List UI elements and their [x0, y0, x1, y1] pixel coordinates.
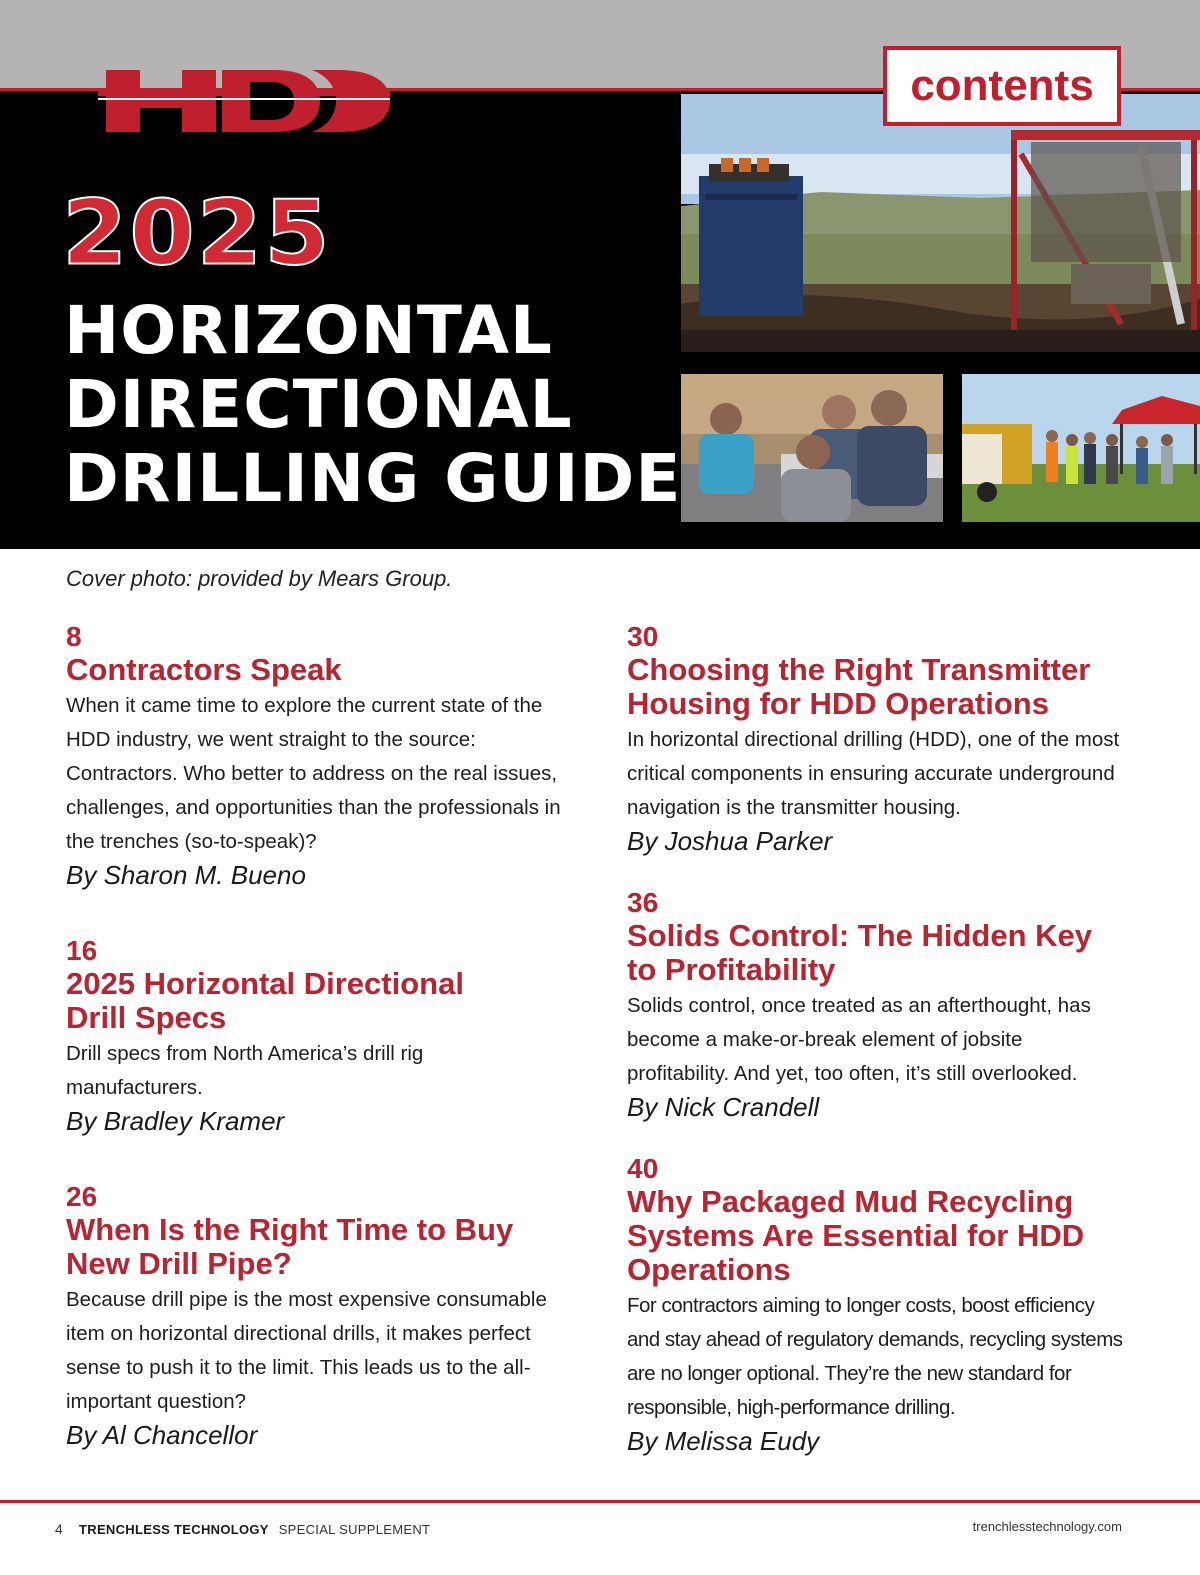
guide-title-line: DIRECTIONAL	[64, 366, 573, 443]
toc-title-line: When Is the Right Time to Buy	[66, 1212, 514, 1247]
toc-entry[interactable]	[627, 1153, 1127, 1457]
toc-entry[interactable]	[66, 935, 566, 1137]
toc-author: By Al Chancellor	[66, 1420, 258, 1450]
footer-website-link[interactable]: trenchlesstechnology.com	[972, 1519, 1122, 1534]
toc-title[interactable]	[66, 967, 566, 1035]
toc-page-number: 8	[66, 621, 82, 652]
toc-title[interactable]	[627, 1185, 1127, 1287]
hdd-jobsite-photo	[681, 94, 1200, 352]
footer-supplement: SPECIAL SUPPLEMENT	[278, 1522, 431, 1537]
footer-red-rule	[0, 1500, 1200, 1503]
toc-title[interactable]	[66, 1213, 566, 1281]
toc-entry[interactable]	[627, 887, 1127, 1123]
footer-page-number: 4	[55, 1521, 64, 1537]
toc-title-line: to Profitability	[627, 952, 836, 987]
toc-title-line: Contractors Speak	[66, 652, 342, 687]
toc-title-line: New Drill Pipe?	[66, 1246, 292, 1281]
toc-title[interactable]	[66, 653, 566, 687]
training-classroom-photo	[681, 374, 943, 522]
toc-description: When it came time to explore the current state of the HDD industry, we went straight to the source: Contractors. Who better to address on the real issues, challenges, and opportunities than the professionals in the trenches (so-to-speak)?	[66, 694, 561, 853]
field-demo-photo	[962, 374, 1200, 522]
toc-title-line: Systems Are Essential for HDD	[627, 1218, 1085, 1253]
toc-description: Because drill pipe is the most expensive consumable item on horizontal directional drills, it makes perfect sense to push it to the limit. This leads us to the all-important question?	[66, 1288, 547, 1413]
toc-title-line: 2025 Horizontal Directional	[66, 966, 464, 1001]
toc-entry[interactable]	[66, 1181, 566, 1451]
toc-title[interactable]	[627, 653, 1127, 721]
toc-title-line: Drill Specs	[66, 1000, 227, 1035]
toc-page-number: 36	[627, 887, 659, 918]
guide-title	[64, 292, 682, 517]
contents-column-left	[66, 621, 566, 1451]
toc-page-number: 26	[66, 1181, 98, 1212]
toc-page-number: 30	[627, 621, 659, 652]
toc-title-line: Choosing the Right Transmitter	[627, 652, 1091, 687]
toc-description: Solids control, once treated as an afterthought, has become a make-or-break element of jobsite profitability. And yet, too often, it’s still overlooked.	[627, 994, 1091, 1085]
guide-title-line: HORIZONTAL	[64, 292, 553, 369]
toc-title[interactable]	[627, 919, 1127, 987]
toc-title-line: Why Packaged Mud Recycling	[627, 1184, 1074, 1219]
contents-label: contents	[883, 46, 1121, 126]
toc-author: By Nick Crandell	[627, 1092, 820, 1122]
toc-description: In horizontal directional drilling (HDD), one of the most critical components in ensuring accurate underground navigation is the transmitter housing.	[627, 728, 1120, 819]
toc-author: By Sharon M. Bueno	[66, 860, 306, 890]
toc-title-line: Housing for HDD Operations	[627, 686, 1049, 721]
toc-title-line: Operations	[627, 1252, 791, 1287]
toc-page-number: 40	[627, 1153, 659, 1184]
guide-title-line: DRILLING GUIDE	[64, 440, 682, 517]
toc-author: By Joshua Parker	[627, 826, 833, 856]
contents-column-right	[627, 621, 1127, 1457]
toc-author: By Melissa Eudy	[627, 1426, 820, 1456]
hdd-logo	[98, 66, 390, 136]
toc-title-line: Solids Control: The Hidden Key	[627, 918, 1093, 953]
toc-page-number: 16	[66, 935, 98, 966]
toc-entry[interactable]	[66, 621, 566, 891]
toc-description: Drill specs from North America’s drill rig manufacturers.	[66, 1042, 424, 1099]
toc-entry[interactable]	[627, 621, 1127, 857]
cover-photo-credit: Cover photo: provided by Mears Group.	[66, 566, 453, 591]
footer-publication-name: TRENCHLESS TECHNOLOGY	[79, 1522, 269, 1537]
footer-publication	[55, 1521, 430, 1537]
toc-author: By Bradley Kramer	[66, 1106, 285, 1136]
toc-description: For contractors aiming to longer costs, boost efficiency and stay ahead of regulatory demands, recycling systems are no longer optional. They’re the new standard for responsible, high-performance drilling.	[627, 1294, 1123, 1419]
guide-year: 2025	[62, 181, 332, 286]
